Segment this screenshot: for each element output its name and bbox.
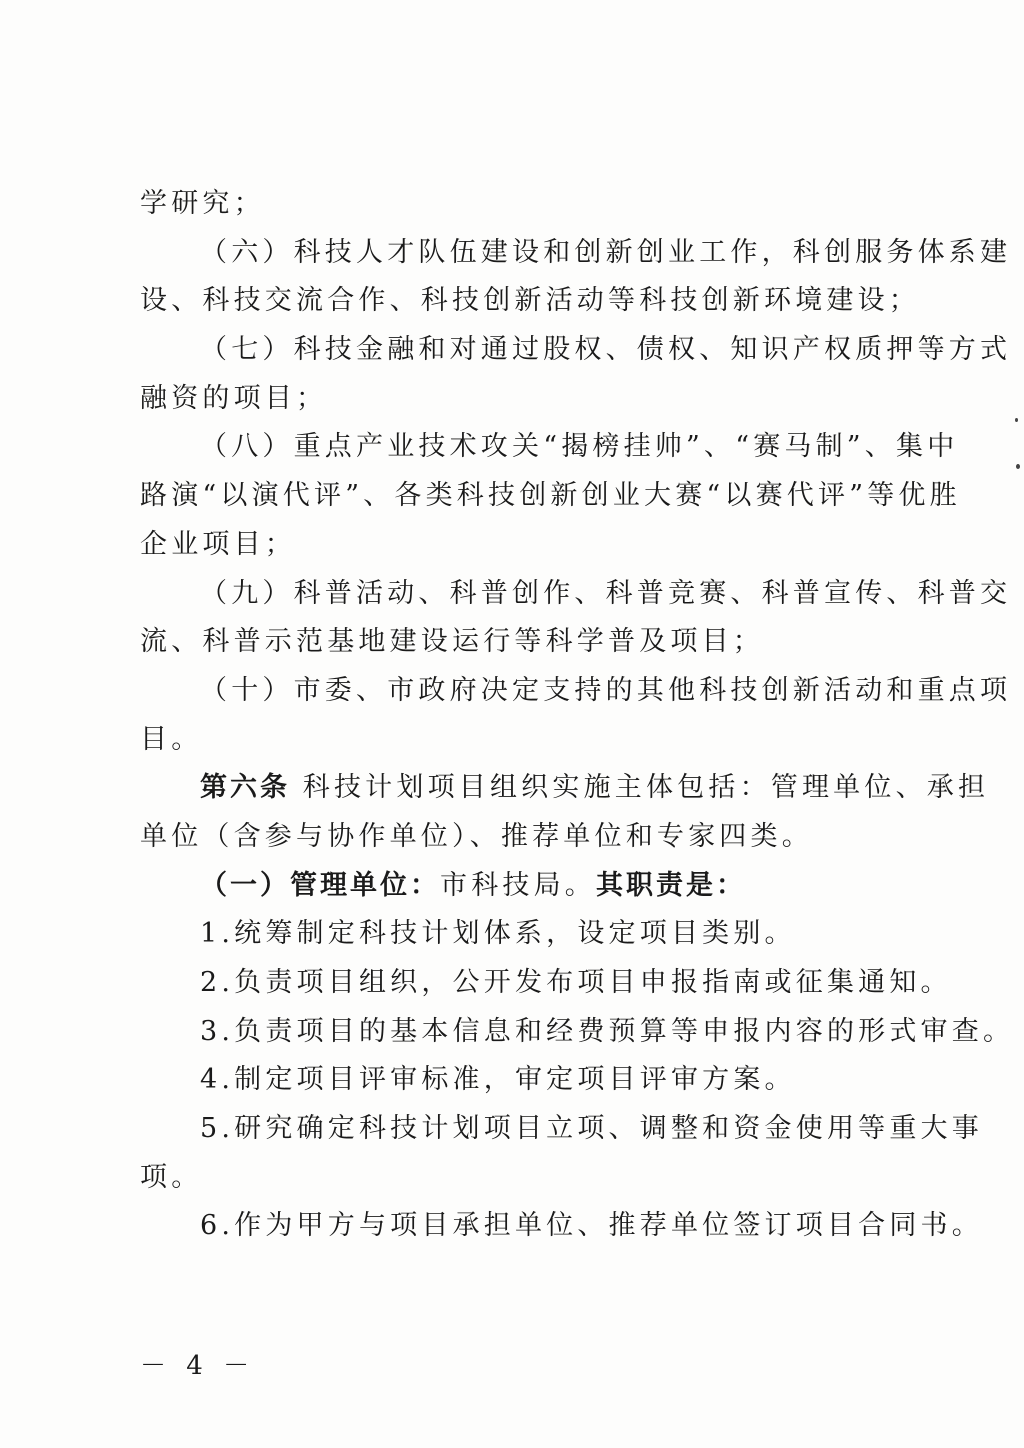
section-label: （一）管理单位： <box>200 869 440 901</box>
line-text: 路演“以演代评”、各类科技创新创业大赛“以赛代评”等优胜 <box>140 480 961 512</box>
list-item-5 <box>140 1105 983 1154</box>
page-number: － 4 － <box>140 1351 256 1381</box>
line-text: （七）科技金融和对通过股权、债权、知识产权质押等方式 <box>200 334 1012 366</box>
list-item-4 <box>140 1056 912 1105</box>
section-label-suffix: 其职责是： <box>596 869 746 901</box>
line-text: 1.统筹制定科技计划体系，设定项目类别。 <box>200 918 796 950</box>
line-text: 3.负责项目的基本信息和经费预算等申报内容的形式审查。 <box>200 1015 1015 1047</box>
line-text: 流、科普示范基地建设运行等科学普及项目； <box>140 626 764 658</box>
text-line-6 <box>140 423 959 472</box>
scan-mark <box>1016 464 1020 469</box>
body-text <box>140 180 1015 1251</box>
section-heading-management <box>140 862 912 911</box>
line-text: 设、科技交流合作、科技创新活动等科技创新环境建设； <box>140 285 920 317</box>
text-line-5 <box>140 375 912 424</box>
list-item-3 <box>140 1008 1015 1057</box>
line-text: 学研究； <box>140 188 265 219</box>
line-text: （九）科普活动、科普创作、科普竞赛、科普宣传、科普交 <box>200 577 1012 609</box>
text-line-4 <box>140 326 1012 375</box>
text-line-11 <box>140 667 1012 716</box>
line-text: 6.作为甲方与项目承担单位、推荐单位签订项目合同书。 <box>200 1210 983 1242</box>
line-text: 5.研究确定科技计划项目立项、调整和资金使用等重大事 <box>200 1113 983 1145</box>
text-line-7 <box>140 472 961 521</box>
list-item-2 <box>140 959 952 1008</box>
line-text: 科技计划项目组织实施主体包括：管理单位、承担 <box>290 772 990 804</box>
text-line-1 <box>140 180 912 229</box>
text-line-10 <box>140 618 912 667</box>
scan-mark <box>1015 418 1018 422</box>
text-line-3 <box>140 277 920 326</box>
line-text: 2.负责项目组织，公开发布项目申报指南或征集通知。 <box>200 967 952 998</box>
article-number: 第六条 <box>200 772 290 804</box>
text-line-14 <box>140 813 912 862</box>
line-text: 单位（含参与协作单位）、推荐单位和专家四类。 <box>140 820 813 852</box>
list-item-5-continued <box>140 1154 912 1203</box>
text-line-2 <box>140 229 1012 278</box>
line-text: 市科技局。 <box>440 869 596 901</box>
article-six-heading <box>140 764 990 813</box>
list-item-6 <box>140 1202 983 1251</box>
list-item-1 <box>140 910 912 959</box>
line-text: 4.制定项目评审标准，审定项目评审方案。 <box>200 1064 796 1096</box>
text-line-12 <box>140 716 912 765</box>
line-text: （八）重点产业技术攻关“揭榜挂帅”、“赛马制”、集中 <box>200 431 959 463</box>
text-line-9 <box>140 570 1012 619</box>
line-text: （六）科技人才队伍建设和创新创业工作，科创服务体系建 <box>200 236 1012 268</box>
line-text: 企业项目； <box>140 528 296 560</box>
line-text: 融资的项目； <box>140 382 328 414</box>
line-text: 目。 <box>140 723 203 755</box>
line-text: 项。 <box>140 1161 203 1193</box>
text-line-8 <box>140 521 912 570</box>
line-text: （十）市委、市政府决定支持的其他科技创新活动和重点项 <box>200 674 1012 706</box>
